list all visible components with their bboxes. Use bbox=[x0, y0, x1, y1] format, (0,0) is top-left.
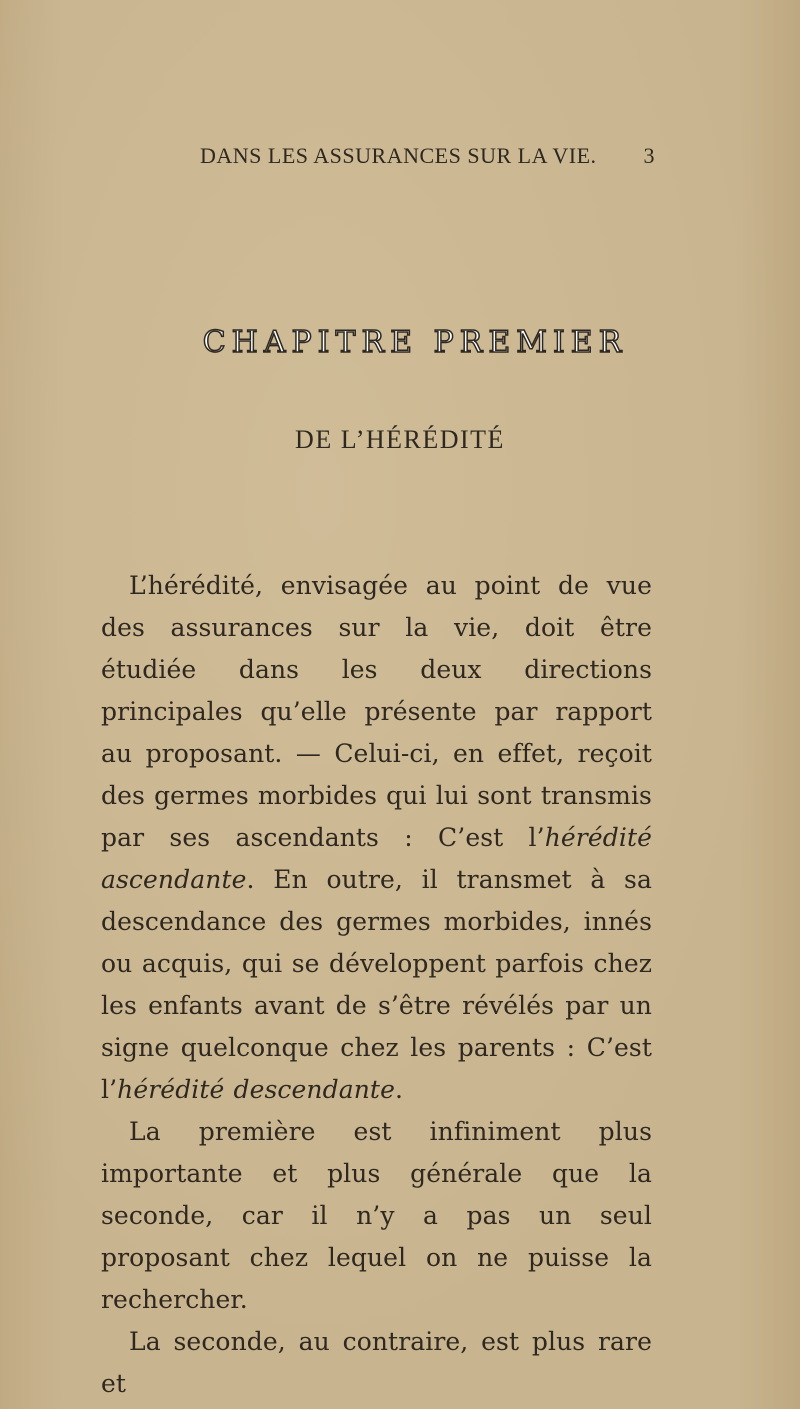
body-text bbox=[101, 565, 652, 1405]
chapter-heading: CHAPITRE PREMIER bbox=[202, 325, 628, 360]
paragraph-1-text-a: L’hérédité, envisagée au point de vue des assurances sur la vie, doit être étudiée dans les deux directions principales qu’elle présente par rapport au proposant. — Celui-ci, en effet, reçoit des germes morbides qui lui sont transmis par ses ascendants : C’est l’ bbox=[101, 571, 652, 852]
paragraph-3: La seconde, au contraire, est plus rare et bbox=[101, 1327, 652, 1398]
paragraph-1-text-c: . bbox=[394, 1075, 404, 1104]
running-head bbox=[200, 143, 655, 173]
term-heredite-descendante: hérédité descendante bbox=[117, 1075, 395, 1104]
term-heredite-ascendante: hérédité ascendante bbox=[101, 823, 652, 894]
paragraph-1 bbox=[101, 565, 652, 1111]
paragraph-1-text-b: . En outre, il transmet à sa descendance des germes morbides, innés ou acquis, qui se développent parfois chez les enfants avant de s’être révélés par un signe quelconque chez les parents : C’est l’ bbox=[101, 865, 652, 1104]
section-title: DE L’HÉRÉDITÉ bbox=[295, 425, 505, 454]
page-number: 3 bbox=[643, 143, 655, 168]
paragraph-2: La première est infiniment plus importante et plus générale que la seconde, car il n’y a pas un seul proposant chez lequel on ne puisse la rechercher. bbox=[101, 1117, 652, 1314]
running-title: DANS LES ASSURANCES SUR LA VIE. bbox=[200, 143, 597, 168]
